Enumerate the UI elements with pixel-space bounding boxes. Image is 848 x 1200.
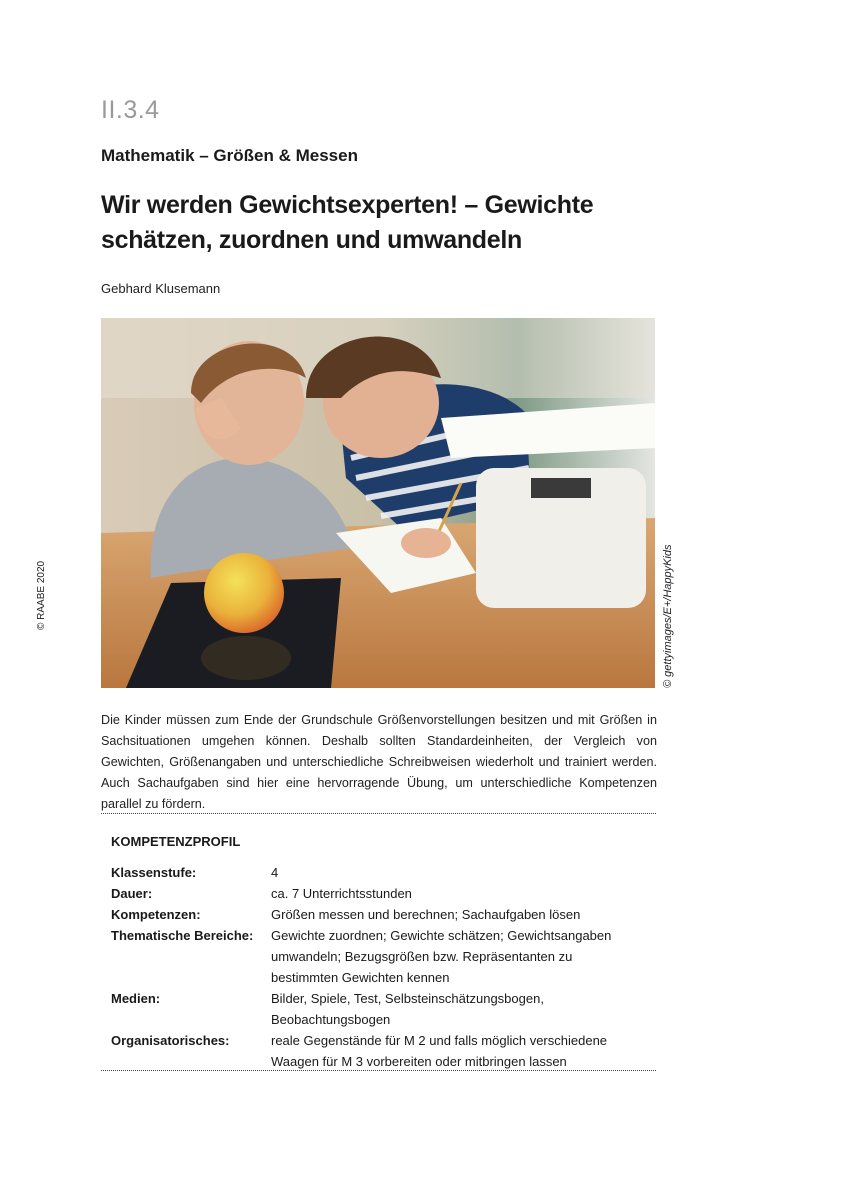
intro-paragraph: Die Kinder müssen zum Ende der Grundschule Größenvorstellungen besitzen und mit Größen in Sachsituationen umgehen können. Deshalb sollten Standardeinheiten, der Vergleich von Gewichten, Größenangaben und unterschiedliche Schreibweisen wiederholt und trainiert werden. Auch Sachaufgaben sind hier eine hervorragende Übung, um unterschiedliche Kompetenzen parallel zu fördern. [101,713,657,811]
row-label: Medien: [111,991,161,1006]
subject-heading: Mathematik – Größen & Messen [101,146,358,165]
dotted-divider [101,1070,656,1071]
row-label: Organisatorisches: [111,1033,230,1048]
profile-row-thematische-bereiche [111,925,651,988]
profile-row-organisatorisches [111,1030,651,1072]
row-label: Dauer: [111,886,153,901]
photo-credit: © gettyimages/E+/HappyKids [662,544,674,688]
profile-row-dauer [111,883,651,904]
row-value: Bilder, Spiele, Test, Selbsteinschätzungsbogen, Beobachtungsbogen [271,991,544,1027]
title-line: schätzen, zuordnen und umwandeln [101,226,522,254]
section-number: II.3.4 [101,96,160,124]
row-value: reale Gegenstände für M 2 und falls möglich verschiedene Waagen für M 3 vorbereiten oder mitbringen lassen [271,1033,608,1069]
row-value: Gewichte zuordnen; Gewichte schätzen; Gewichtsangaben umwandeln; Bezugsgrößen bzw. Repräsentanten zu bestimmten Gewichten kennen [271,928,612,985]
page-title [101,188,661,258]
photo-illustration [101,318,655,688]
photo-children-weighing [101,318,655,688]
row-value: ca. 7 Unterrichtsstunden [271,886,412,901]
profile-row-klassenstufe [111,862,651,883]
row-value: 4 [271,865,279,880]
row-label: Thematische Bereiche: [111,928,254,943]
title-line: Wir werden Gewichtsexperten! – Gewichte [101,191,594,219]
profile-row-kompetenzen [111,904,651,925]
copyright-notice: © RAABE 2020 [36,560,47,630]
dotted-divider [101,813,656,814]
kompetenzprofil-table [111,862,651,1072]
profile-row-medien [111,988,651,1030]
row-value: Größen messen und berechnen; Sachaufgaben lösen [271,907,581,922]
author: Gebhard Klusemann [101,281,221,296]
row-label: Klassenstufe: [111,865,197,880]
row-label: Kompetenzen: [111,907,201,922]
kompetenzprofil-heading: KOMPETENZPROFIL [111,834,241,849]
